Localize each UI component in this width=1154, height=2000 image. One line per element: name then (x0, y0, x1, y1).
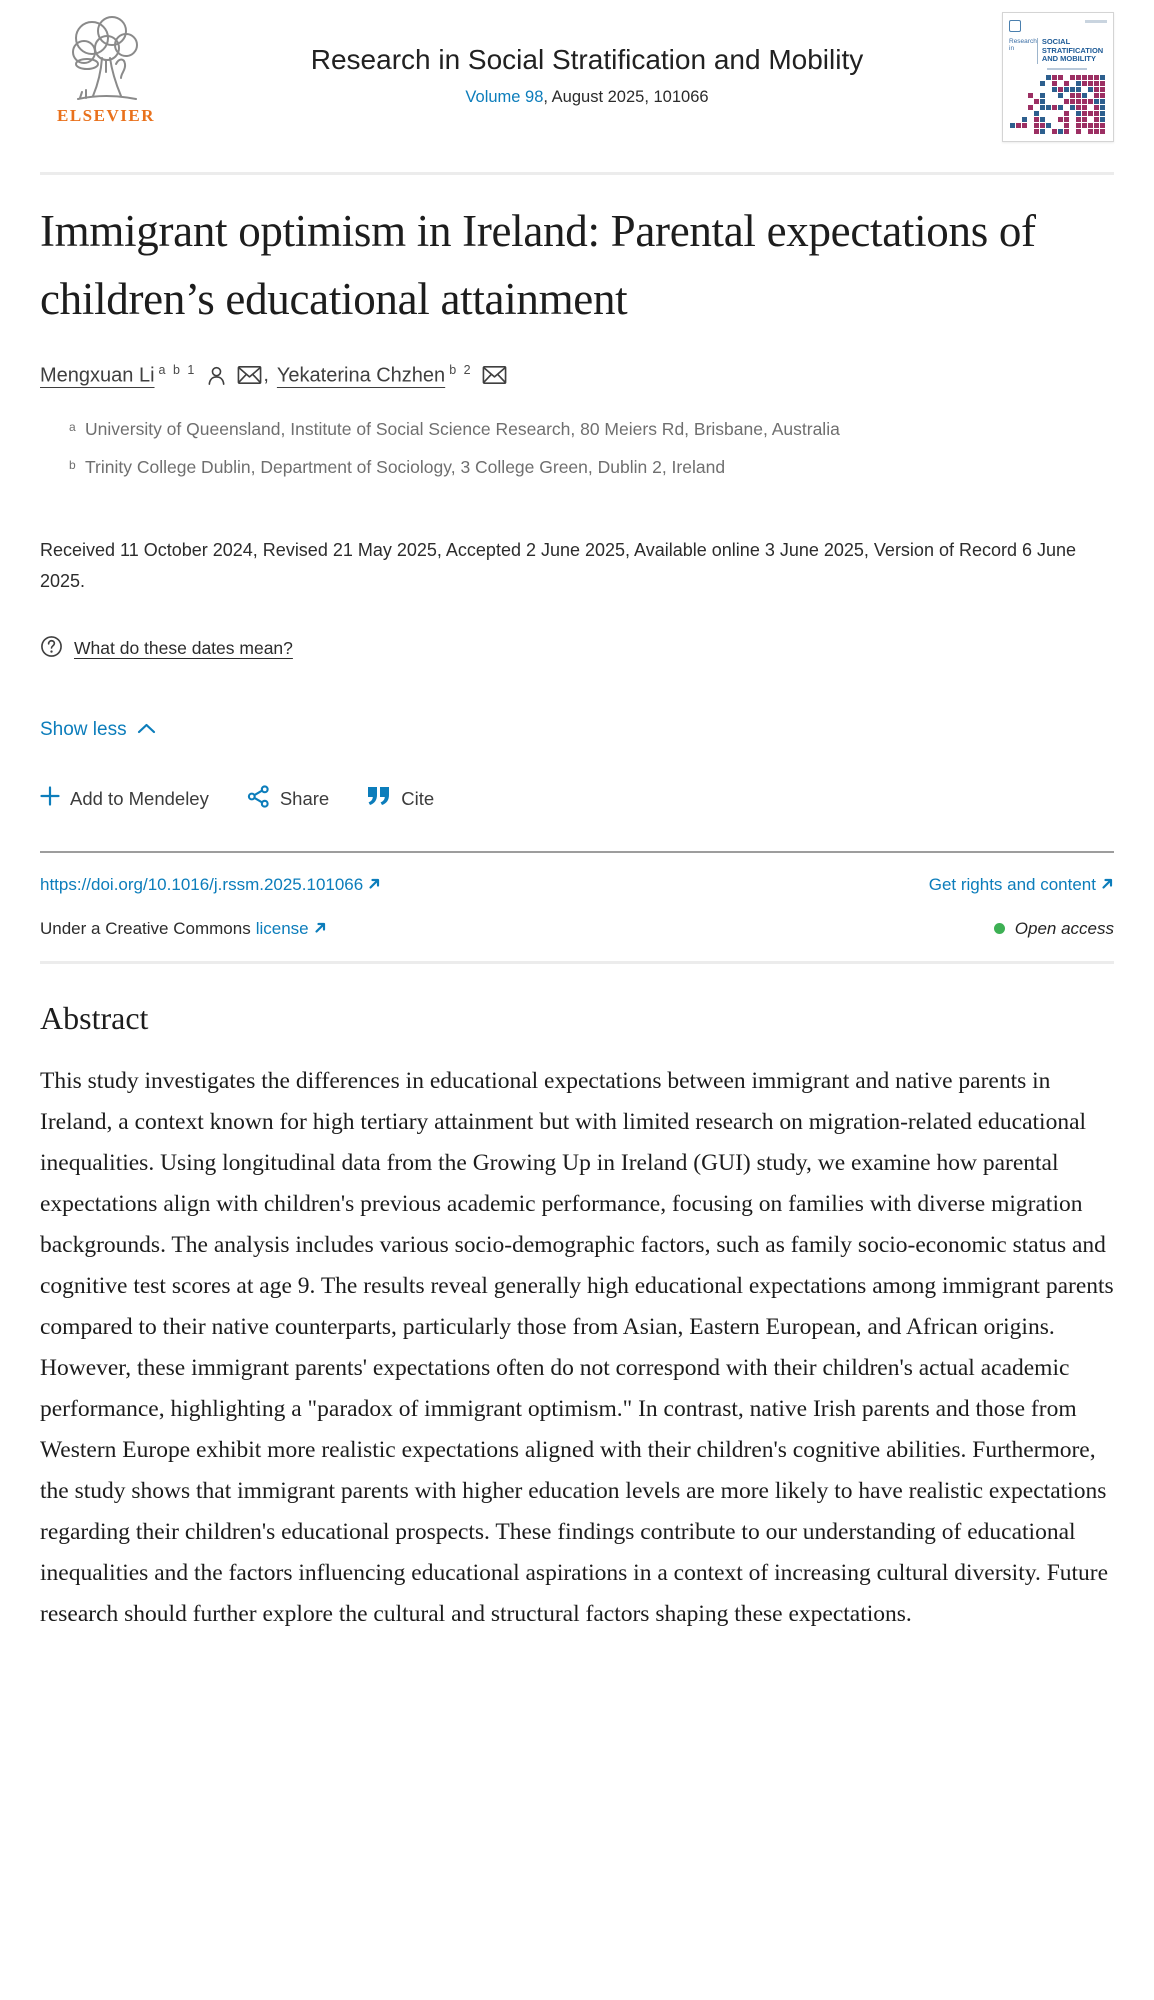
cover-journal-name: SOCIAL STRATIFICATION AND MOBILITY (1037, 38, 1107, 64)
abstract-divider (40, 961, 1114, 964)
external-link-icon (368, 875, 381, 895)
author-affiliation-sups: b 2 (449, 363, 473, 377)
open-access-badge (994, 919, 1114, 939)
share-button[interactable] (247, 785, 329, 813)
share-label[interactable]: Share (279, 787, 330, 809)
cite-label[interactable]: Cite (401, 787, 435, 809)
metadata-divider (40, 851, 1114, 853)
journal-header-center (172, 12, 1002, 107)
author-mengxuan-li[interactable] (40, 363, 196, 388)
cite-button[interactable] (367, 786, 434, 811)
elsevier-logo[interactable] (40, 12, 172, 126)
article-title: Immigrant optimism in Ireland: Parental expectations of children’s educational attainment (40, 206, 1036, 324)
doi-link[interactable] (40, 875, 381, 895)
affiliation-b (69, 452, 855, 483)
get-rights-label[interactable]: Get rights and content (928, 874, 1096, 894)
external-link-icon (1101, 875, 1114, 895)
elsevier-wordmark: ELSEVIER (57, 106, 155, 125)
author-name[interactable]: Mengxuan Li (40, 364, 155, 387)
question-circle-icon (40, 635, 63, 663)
volume-link[interactable]: Volume 98 (465, 88, 544, 106)
header-divider (40, 172, 1114, 175)
author-list (40, 363, 1114, 388)
author-separator: , (263, 363, 269, 386)
journal-header (40, 0, 1114, 142)
abstract-heading: Abstract (40, 999, 149, 1036)
author-email-icon[interactable] (237, 365, 262, 385)
affiliation-text: Trinity College Dublin, Department of Sociology, 3 College Green, Dublin 2, Ireland (85, 456, 726, 477)
affiliation-sup: a (69, 419, 76, 434)
chevron-up-icon (137, 721, 156, 739)
license-link[interactable] (256, 919, 327, 939)
add-to-mendeley-button[interactable] (40, 786, 209, 811)
license-row (40, 919, 1114, 939)
author-affiliation-sups: a b 1 (158, 363, 197, 377)
volume-issue-line (172, 88, 1002, 107)
elsevier-tree-icon (40, 12, 172, 104)
cite-quotes-icon (367, 786, 391, 811)
publication-dates: Received 11 October 2024, Revised 21 May 2025, Accepted 2 June 2025, Available online 3 June 2025, Version of Record 6 June 2025. (40, 539, 1077, 591)
article-toolbar (40, 785, 1114, 813)
cover-elsevier-mark-icon (1009, 20, 1021, 32)
dates-help-link[interactable] (40, 635, 1114, 663)
show-less-button[interactable] (40, 719, 156, 741)
cover-editor-bar (1047, 68, 1087, 70)
cover-volume-bar (1085, 20, 1107, 23)
author-name[interactable]: Yekaterina Chzhen (276, 364, 446, 387)
license-prefix: Under a Creative Commons (40, 918, 251, 938)
cover-titles (1009, 38, 1107, 64)
external-link-icon (314, 919, 327, 939)
abstract-text: This study investigates the differences in educational expectations between immigrant and native parents in Ireland, a context known for high tertiary attainment but with limited research on migration-related educational inequalities. Using longitudinal data from the Growing Up in Ireland (GUI) study, we examine how parental expectations align with children's previous academic performance, focusing on families with diverse migration backgrounds. The analysis includes various socio-demographic factors, such as family socio-economic status and cognitive test scores at age 9. The results reveal generally high educational expectations among immigrant parents compared to their native counterparts, particularly those from Asian, Eastern European, and African origins. However, these immigrant parents' expectations often do not correspond with their children's actual academic performance, highlighting a "paradox of immigrant optimism." In contrast, native Irish parents and those from Western Europe exhibit more realistic expectations aligned with their children's cognitive abilities. Furthermore, the study shows that immigrant parents with higher education levels are more likely to have realistic expectations regarding their children's educational prospects. These findings contribute to our understanding of educational inequalities and the factors influencing educational aspirations in a context of increasing cultural diversity. Future research should further explore the cultural and structural factors shaping these expectations. (40, 1067, 1114, 1627)
open-access-dot-icon (994, 923, 1005, 934)
author-yekaterina-chzhen[interactable] (277, 363, 473, 388)
affiliation-text: University of Queensland, Institute of Social Science Research, 80 Meiers Rd, Brisbane, Australia (85, 418, 840, 439)
author-email-icon[interactable] (482, 365, 507, 385)
doi-link-label[interactable]: https://doi.org/10.1016/j.rssm.2025.101066 (40, 874, 364, 894)
issue-info: , August 2025, 101066 (543, 88, 709, 106)
author-profile-icon[interactable] (205, 364, 228, 387)
cover-mosaic-art (1009, 75, 1107, 135)
license-statement (40, 919, 327, 939)
license-link-label[interactable]: license (255, 918, 309, 938)
open-access-label: Open access (1014, 918, 1114, 938)
show-less-label[interactable]: Show less (40, 718, 127, 740)
share-icon (247, 785, 270, 813)
journal-title-link[interactable]: Research in Social Stratification and Mobility (310, 44, 864, 75)
dates-help-label[interactable]: What do these dates mean? (74, 638, 293, 659)
affiliation-sup: b (69, 457, 76, 472)
plus-icon (40, 786, 60, 811)
cover-top (1009, 20, 1107, 32)
add-to-mendeley-label[interactable]: Add to Mendeley (70, 787, 209, 809)
journal-cover-thumbnail[interactable] (1002, 12, 1114, 142)
affiliation-a (69, 414, 855, 445)
doi-rights-row (40, 875, 1114, 895)
get-rights-link[interactable] (929, 875, 1114, 895)
cover-research-in: Research in (1009, 38, 1037, 52)
affiliation-list (40, 414, 1114, 483)
